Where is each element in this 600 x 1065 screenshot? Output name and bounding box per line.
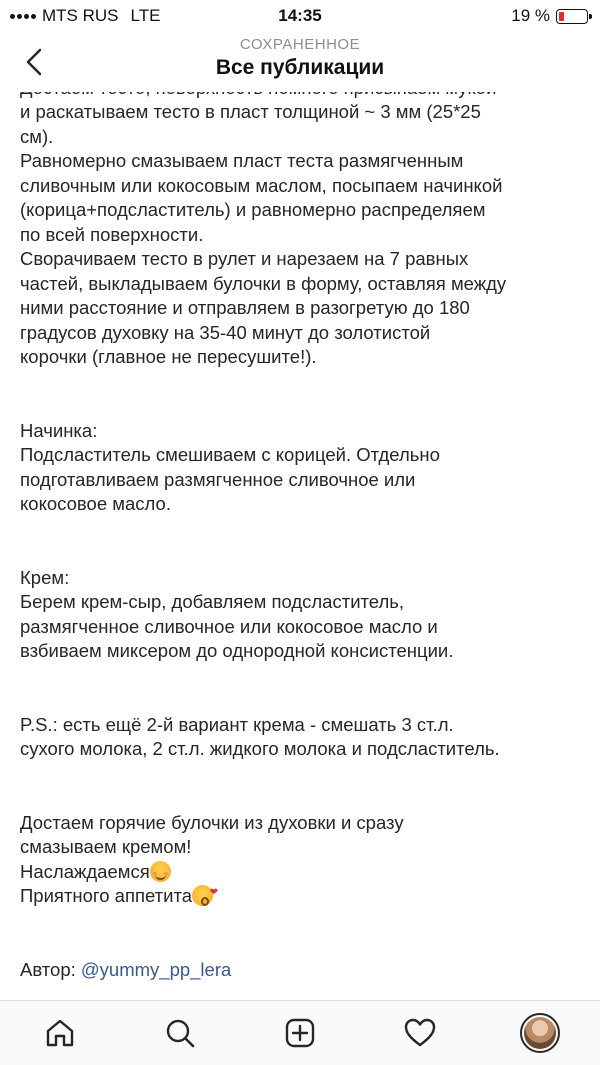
caption-line: частей, выкладываем булочки в форму, оставляя между bbox=[20, 272, 507, 294]
caption-line: (корица+подсластитель) и равномерно распределяем bbox=[20, 199, 486, 220]
ps-line: P.S.: есть ещё 2-й вариант крема - смешать 3 ст.л. bbox=[20, 713, 454, 735]
tab-bar bbox=[0, 1000, 600, 1065]
spacer bbox=[20, 909, 585, 958]
ps-line: сухого молока, 2 ст.л. жидкого молока и подсластитель. bbox=[20, 738, 500, 759]
caption-line: ними расстояние и отправляем в разогретую до 180 bbox=[20, 297, 470, 318]
profile-avatar bbox=[520, 1013, 560, 1053]
search-icon bbox=[164, 1017, 196, 1049]
caption-line: градусов духовку на 35-40 минут до золотистой bbox=[20, 321, 431, 343]
battery-percent: 19 % bbox=[511, 6, 550, 25]
caption-line: см). bbox=[20, 125, 54, 147]
spacer bbox=[20, 762, 585, 811]
tab-search[interactable] bbox=[150, 1005, 210, 1061]
caption-line: и раскатываем тесто в пласт толщиной ~ 3 мм (25*25 bbox=[20, 101, 481, 122]
home-icon bbox=[44, 1017, 76, 1049]
avatar-image bbox=[524, 1017, 556, 1049]
cream-title: Крем: bbox=[20, 566, 70, 588]
spacer bbox=[20, 517, 585, 566]
enjoy-text: Наслаждаемся bbox=[20, 860, 150, 882]
final-line: Достаем горячие булочки из духовки и сразу bbox=[20, 811, 404, 833]
network-type: LTE bbox=[130, 6, 161, 25]
face-blowing-kiss-icon bbox=[192, 885, 213, 906]
author-handle-link[interactable]: @yummy_pp_lera bbox=[80, 958, 232, 980]
filling-title: Начинка: bbox=[20, 419, 98, 441]
cream-line: взбиваем миксером до однородной консистенции. bbox=[20, 640, 454, 661]
filling-line: кокосовое масло. bbox=[20, 493, 171, 514]
tab-activity[interactable] bbox=[390, 1005, 450, 1061]
smiling-face-icon bbox=[150, 861, 171, 882]
add-post-icon bbox=[284, 1017, 316, 1049]
status-bar bbox=[0, 0, 600, 34]
caption-line: корочки (главное не пересушите!). bbox=[20, 346, 317, 367]
tab-profile[interactable] bbox=[510, 1005, 570, 1061]
bon-appetit-text: Приятного аппетита bbox=[20, 885, 193, 906]
battery-icon bbox=[556, 9, 588, 24]
caption-line: Равномерно смазываем пласт теста размягченным bbox=[20, 150, 464, 171]
spacer bbox=[20, 664, 585, 713]
status-right bbox=[511, 6, 588, 26]
final-line: смазываем кремом! bbox=[20, 836, 192, 857]
filling-line: подготавливаем размягченное сливочное или bbox=[20, 468, 416, 490]
enjoy-line bbox=[20, 860, 585, 885]
filling-line: Подсластитель смешиваем с корицей. Отдельно bbox=[20, 444, 440, 465]
author-label: Автор: bbox=[20, 958, 81, 980]
header-subtitle: СОХРАНЕННОЕ bbox=[239, 36, 361, 53]
tab-add-post[interactable] bbox=[270, 1005, 330, 1061]
cream-line: Берем крем-сыр, добавляем подсластитель, bbox=[20, 591, 405, 612]
author-line bbox=[20, 958, 585, 983]
header bbox=[0, 34, 600, 92]
post-caption bbox=[20, 80, 585, 982]
caption-line: Сворачиваем тесто в рулет и нарезаем на 7 равных bbox=[20, 248, 469, 269]
heart-icon bbox=[403, 1017, 437, 1049]
caption-line: по всей поверхности. bbox=[20, 223, 204, 245]
bon-appetit-line bbox=[20, 884, 585, 909]
cream-line: размягченное сливочное или кокосовое масло и bbox=[20, 615, 438, 637]
battery-fill bbox=[559, 12, 564, 21]
page-title: Все публикации bbox=[215, 56, 385, 79]
status-time: 14:35 bbox=[278, 6, 322, 25]
spacer bbox=[20, 370, 585, 419]
carrier-name: MTS RUS bbox=[42, 6, 119, 25]
caption-line: сливочным или кокосовым маслом, посыпаем начинкой bbox=[20, 174, 503, 196]
tab-home[interactable] bbox=[30, 1005, 90, 1061]
